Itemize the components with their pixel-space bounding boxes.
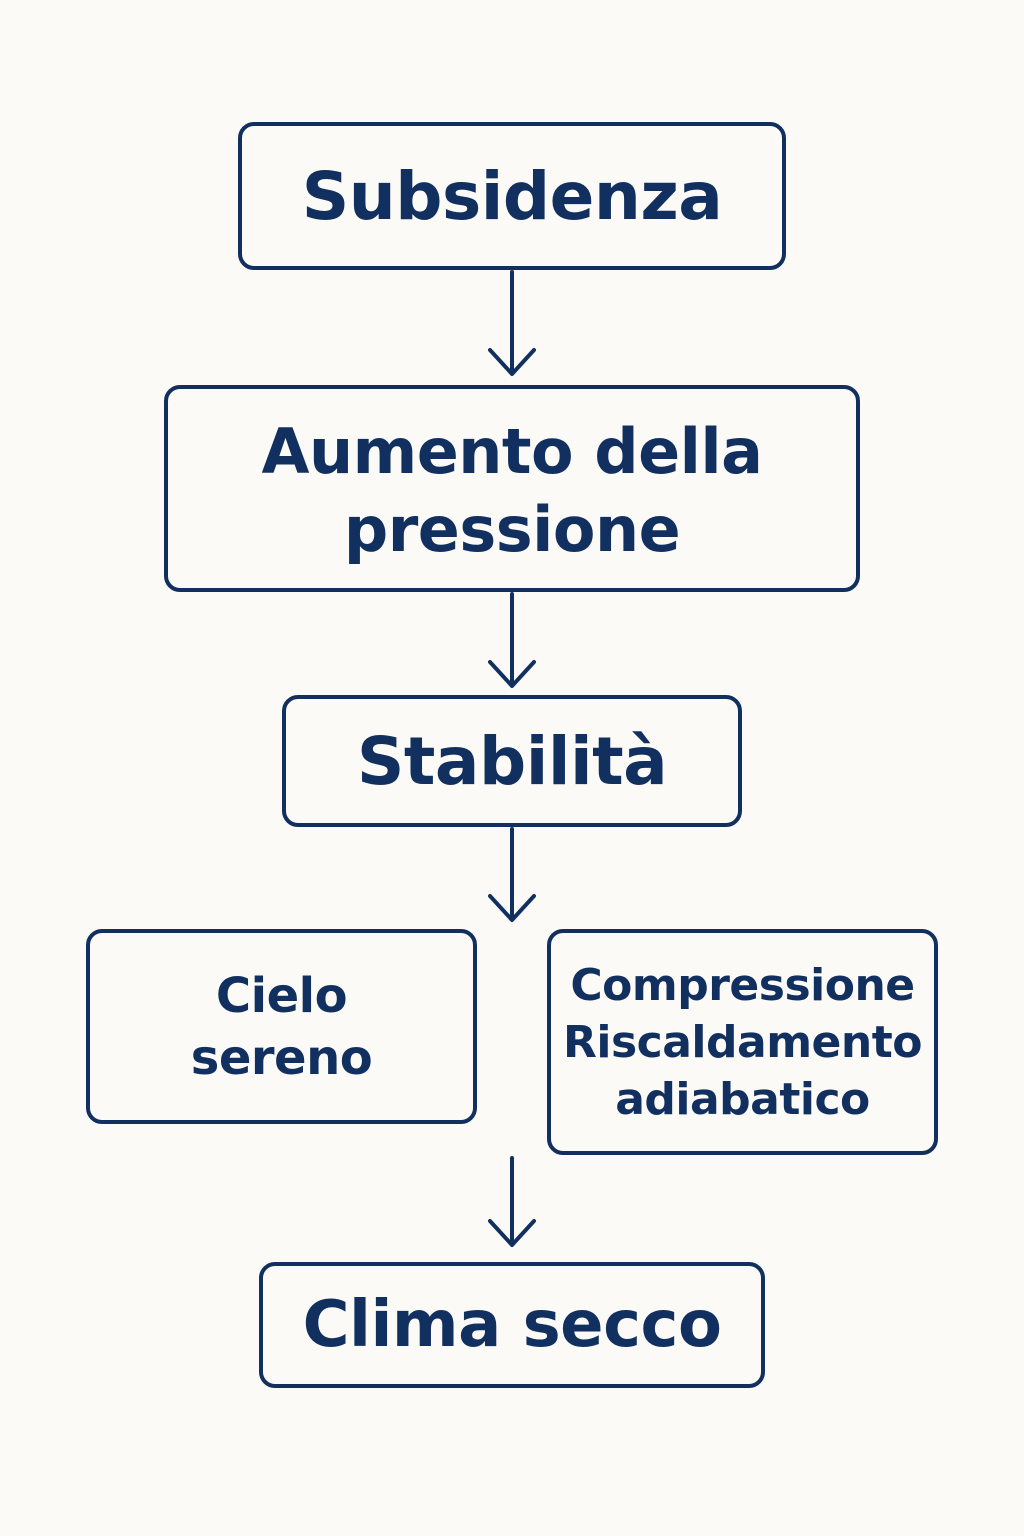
node-compressione-line-3: adiabatico (615, 1073, 870, 1125)
arrow-stabilita-to-effects (490, 829, 534, 920)
node-aumento-pressione (164, 385, 860, 592)
node-cielo-sereno-line-2: sereno (190, 1029, 373, 1086)
node-cielo-sereno (86, 929, 477, 1124)
node-compressione-riscaldamento (547, 929, 938, 1155)
node-compressione-line-2: Riscaldamento (563, 1016, 922, 1068)
node-clima-secco-label: Clima secco (302, 1288, 722, 1362)
node-cielo-sereno-line-1: Cielo (215, 967, 348, 1024)
node-stabilita (282, 695, 742, 827)
arrow-pressione-to-stabilita (490, 594, 534, 686)
node-subsidenza-label: Subsidenza (301, 157, 723, 235)
arrow-subsidenza-to-pressione (490, 272, 534, 374)
node-clima-secco (259, 1262, 765, 1388)
node-aumento-pressione-line-2: pressione (343, 492, 681, 566)
node-subsidenza (238, 122, 786, 270)
node-aumento-pressione-line-1: Aumento della (261, 414, 763, 488)
arrow-effects-to-clima (490, 1158, 534, 1245)
node-stabilita-label: Stabilità (356, 722, 668, 800)
node-compressione-line-1: Compressione (570, 959, 915, 1011)
